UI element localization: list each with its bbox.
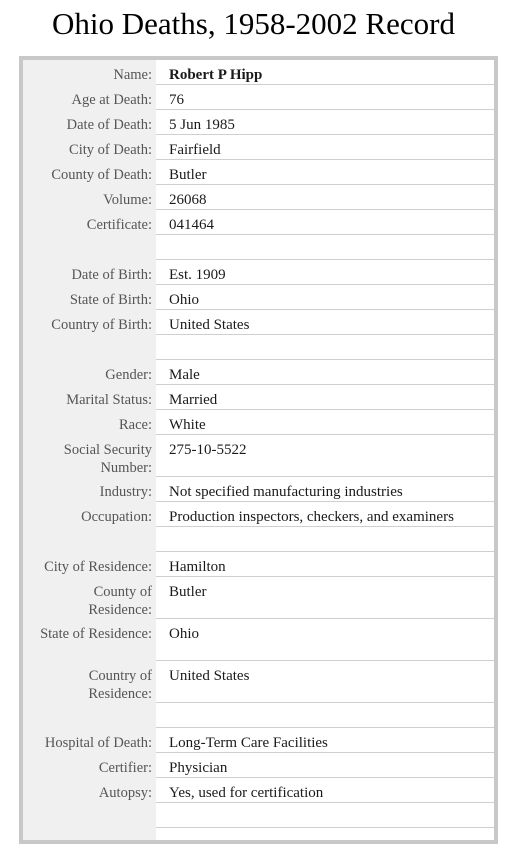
spacer-value (156, 803, 494, 828)
industry-value: Not specified manufacturing industries (156, 477, 494, 502)
row-volume (23, 185, 494, 210)
row-date-of-death (23, 110, 494, 135)
row-name (23, 60, 494, 85)
page-title: Ohio Deaths, 1958-2002 Record (52, 6, 455, 41)
volume-label: Volume: (103, 192, 152, 208)
spacer-label (23, 335, 156, 360)
state-of-birth-value: Ohio (156, 285, 494, 310)
country-of-residence-label: Country of Residence: (88, 668, 152, 702)
spacer-value (156, 335, 494, 360)
city-of-residence-value: Hamilton (156, 552, 494, 577)
row-certificate (23, 210, 494, 235)
state-of-birth-label: State of Birth: (69, 292, 152, 308)
gender-label: Gender: (105, 367, 152, 383)
marital-status-value: Married (156, 385, 494, 410)
spacer-value (156, 703, 494, 728)
row-age-at-death (23, 85, 494, 110)
autopsy-label: Autopsy: (98, 785, 152, 801)
country-of-birth-label: Country of Birth: (51, 317, 152, 333)
row-date-of-birth (23, 260, 494, 285)
row-state-of-residence (23, 619, 494, 661)
row-country-of-birth (23, 310, 494, 335)
row-state-of-birth (23, 285, 494, 310)
spacer-row (23, 703, 494, 728)
city-of-death-value: Fairfield (156, 135, 494, 160)
row-county-of-residence (23, 577, 494, 619)
age-at-death-value: 76 (156, 85, 494, 110)
hospital-of-death-label: Hospital of Death: (44, 735, 152, 751)
county-of-death-value: Butler (156, 160, 494, 185)
county-of-residence-label: County of Residence: (88, 584, 152, 618)
certifier-label: Certifier: (98, 760, 152, 776)
city-of-death-label: City of Death: (69, 142, 152, 158)
occupation-label: Occupation: (81, 509, 152, 525)
date-of-birth-value: Est. 1909 (156, 260, 494, 285)
row-city-of-residence (23, 552, 494, 577)
volume-value: 26068 (156, 185, 494, 210)
country-of-residence-value: United States (156, 661, 494, 703)
row-gender (23, 360, 494, 385)
spacer-label (23, 235, 156, 260)
race-label: Race: (118, 417, 152, 433)
name-value: Robert P Hipp (156, 60, 494, 85)
row-certifier (23, 753, 494, 778)
spacer-row (23, 527, 494, 552)
row-country-of-residence (23, 661, 494, 703)
spacer-row (23, 803, 494, 828)
row-autopsy (23, 778, 494, 803)
state-of-residence-value: Ohio (156, 619, 494, 661)
spacer-row (23, 235, 494, 260)
hospital-of-death-value: Long-Term Care Facilities (156, 728, 494, 753)
spacer-value (156, 527, 494, 552)
social-security-number-label: Social Security Number: (63, 442, 152, 476)
certifier-value: Physician (156, 753, 494, 778)
county-of-residence-value: Butler (156, 577, 494, 619)
certificate-label: Certificate: (86, 217, 152, 233)
row-social-security-number (23, 435, 494, 477)
state-of-residence-label: State of Residence: (40, 626, 152, 642)
social-security-number-value: 275-10-5522 (156, 435, 494, 477)
certificate-value: 041464 (156, 210, 494, 235)
row-county-of-death (23, 160, 494, 185)
occupation-value: Production inspectors, checkers, and examiners (156, 502, 494, 527)
spacer-label (23, 527, 156, 552)
date-of-death-label: Date of Death: (66, 117, 152, 133)
row-city-of-death (23, 135, 494, 160)
record-table (19, 56, 498, 844)
date-of-birth-label: Date of Birth: (71, 267, 152, 283)
industry-label: Industry: (99, 484, 152, 500)
spacer-label (23, 803, 156, 828)
county-of-death-label: County of Death: (51, 167, 152, 183)
row-race (23, 410, 494, 435)
autopsy-value: Yes, used for certification (156, 778, 494, 803)
row-occupation (23, 502, 494, 527)
age-at-death-label: Age at Death: (71, 92, 152, 108)
city-of-residence-label: City of Residence: (44, 559, 152, 575)
gender-value: Male (156, 360, 494, 385)
spacer-row (23, 335, 494, 360)
date-of-death-value: 5 Jun 1985 (156, 110, 494, 135)
spacer-value (156, 235, 494, 260)
row-hospital-of-death (23, 728, 494, 753)
row-industry (23, 477, 494, 502)
marital-status-label: Marital Status: (66, 392, 152, 408)
record-rows (23, 60, 494, 828)
spacer-label (23, 703, 156, 728)
row-marital-status (23, 385, 494, 410)
country-of-birth-value: United States (156, 310, 494, 335)
name-label: Name: (113, 67, 152, 83)
race-value: White (156, 410, 494, 435)
